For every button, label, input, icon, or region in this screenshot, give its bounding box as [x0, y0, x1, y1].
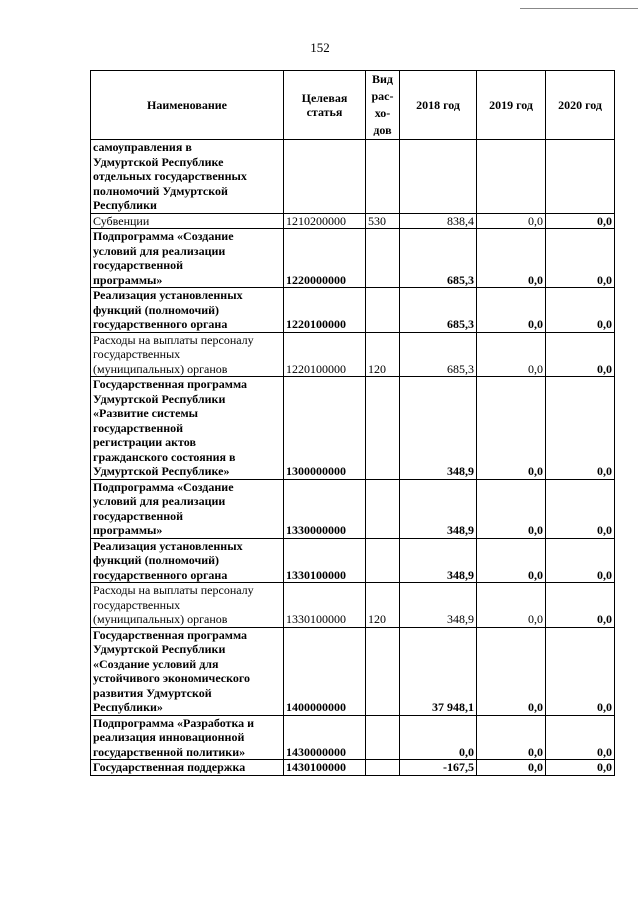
budget-table [90, 70, 615, 776]
row-value-2018: 348,9 [400, 538, 477, 583]
row-value-2018: 685,3 [400, 229, 477, 288]
row-value-2020: 0,0 [546, 377, 615, 480]
header-2018: 2018 год [400, 71, 477, 140]
row-name: Подпрограмма «Разработка и реализация инновационной государственной политики» [91, 715, 284, 760]
row-value-2019: 0,0 [477, 627, 546, 715]
row-value-2019: 0,0 [477, 760, 546, 776]
row-value-2018: 348,9 [400, 479, 477, 538]
table-row [91, 140, 615, 214]
row-name: Расходы на выплаты персоналу государственных (муниципальных) органов [91, 332, 284, 377]
row-expense-type: 530 [366, 213, 400, 229]
row-value-2018: 348,9 [400, 377, 477, 480]
row-expense-type: 120 [366, 583, 400, 628]
header-target-article: Целевая статья [284, 71, 366, 140]
table-row [91, 627, 615, 715]
row-value-2019: 0,0 [477, 538, 546, 583]
table-row [91, 760, 615, 776]
row-value-2020: 0,0 [546, 229, 615, 288]
row-target-article: 1430000000 [284, 715, 366, 760]
row-value-2018: 0,0 [400, 715, 477, 760]
row-name: Подпрограмма «Создание условий для реализации государственной программы» [91, 479, 284, 538]
row-target-article: 1210200000 [284, 213, 366, 229]
header-row [91, 71, 615, 140]
row-value-2020: 0,0 [546, 332, 615, 377]
table-row [91, 332, 615, 377]
row-value-2019: 0,0 [477, 213, 546, 229]
row-value-2019: 0,0 [477, 479, 546, 538]
row-value-2020 [546, 140, 615, 214]
table-row [91, 213, 615, 229]
top-rule [520, 8, 638, 9]
row-name: Государственная программа Удмуртской Республики «Создание условий для устойчивого экономического развития Удмуртской Республики» [91, 627, 284, 715]
row-target-article: 1300000000 [284, 377, 366, 480]
header-2020: 2020 год [546, 71, 615, 140]
row-value-2020: 0,0 [546, 479, 615, 538]
row-expense-type [366, 760, 400, 776]
table-row [91, 377, 615, 480]
row-value-2019: 0,0 [477, 715, 546, 760]
page-number: 152 [310, 40, 330, 55]
row-expense-type [366, 627, 400, 715]
row-target-article: 1330100000 [284, 583, 366, 628]
row-target-article: 1400000000 [284, 627, 366, 715]
row-value-2020: 0,0 [546, 288, 615, 333]
row-target-article: 1220100000 [284, 332, 366, 377]
row-value-2020: 0,0 [546, 213, 615, 229]
row-expense-type [366, 479, 400, 538]
row-name: самоуправления в Удмуртской Республике отдельных государственных полномочий Удмуртской Республики [91, 140, 284, 214]
row-value-2018: 37 948,1 [400, 627, 477, 715]
header-name: Наименование [91, 71, 284, 140]
row-value-2020: 0,0 [546, 715, 615, 760]
row-value-2018: 838,4 [400, 213, 477, 229]
row-expense-type [366, 715, 400, 760]
row-expense-type [366, 140, 400, 214]
row-name: Подпрограмма «Создание условий для реализации государственной программы» [91, 229, 284, 288]
row-name: Субвенции [91, 213, 284, 229]
row-expense-type [366, 288, 400, 333]
table-row [91, 715, 615, 760]
row-value-2018 [400, 140, 477, 214]
row-value-2019: 0,0 [477, 332, 546, 377]
row-target-article: 1430100000 [284, 760, 366, 776]
table-body [91, 140, 615, 776]
row-target-article [284, 140, 366, 214]
row-value-2019: 0,0 [477, 377, 546, 480]
row-value-2019: 0,0 [477, 229, 546, 288]
row-value-2020: 0,0 [546, 538, 615, 583]
row-value-2018: -167,5 [400, 760, 477, 776]
row-value-2020: 0,0 [546, 760, 615, 776]
row-value-2018: 685,3 [400, 332, 477, 377]
row-target-article: 1330000000 [284, 479, 366, 538]
row-value-2019: 0,0 [477, 288, 546, 333]
row-value-2018: 685,3 [400, 288, 477, 333]
table-row [91, 229, 615, 288]
row-expense-type [366, 377, 400, 480]
row-name: Реализация установленных функций (полномочий) государственного органа [91, 288, 284, 333]
table-row [91, 538, 615, 583]
row-name: Расходы на выплаты персоналу государственных (муниципальных) органов [91, 583, 284, 628]
row-expense-type [366, 538, 400, 583]
table-row [91, 479, 615, 538]
header-expense-type [366, 71, 400, 140]
row-name: Государственная поддержка [91, 760, 284, 776]
row-value-2018: 348,9 [400, 583, 477, 628]
row-name: Государственная программа Удмуртской Республики «Развитие системы государственной регистрации актов гражданского состояния в Удмуртской Республике» [91, 377, 284, 480]
row-target-article: 1330100000 [284, 538, 366, 583]
table-row [91, 288, 615, 333]
row-target-article: 1220000000 [284, 229, 366, 288]
header-expense-type-label: Вид рас- хо- дов [371, 72, 394, 137]
row-value-2020: 0,0 [546, 583, 615, 628]
row-value-2020: 0,0 [546, 627, 615, 715]
table-row [91, 583, 615, 628]
row-value-2019: 0,0 [477, 583, 546, 628]
row-name: Реализация установленных функций (полномочий) государственного органа [91, 538, 284, 583]
row-expense-type: 120 [366, 332, 400, 377]
header-2019: 2019 год [477, 71, 546, 140]
row-expense-type [366, 229, 400, 288]
row-value-2019 [477, 140, 546, 214]
row-target-article: 1220100000 [284, 288, 366, 333]
